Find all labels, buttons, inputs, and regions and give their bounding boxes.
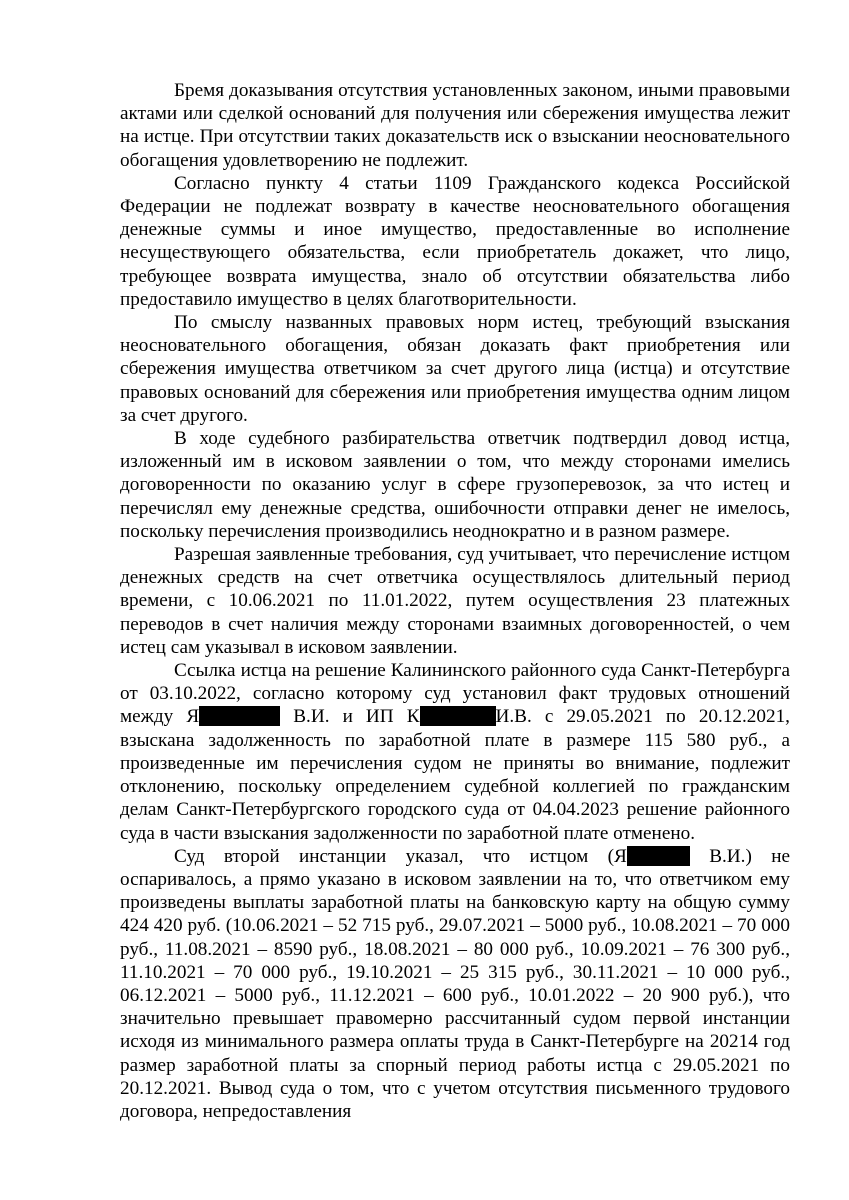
- redaction-block: [420, 706, 496, 726]
- paragraph-article-1109: Согласно пункту 4 статьи 1109 Гражданского кодекса Российской Федерации не подлежат возврату в качестве неосновательного обогащения денежные суммы и иное имущество, предоставленные во исполнение несуществующего обязательства, если приобретатель докажет, что лицо, требующее возврата имущества, знало об отсутствии обязательства либо предоставило имущество в целях благотворительности.: [120, 172, 790, 310]
- text-segment: В.И.) не оспаривалось, а прямо указано в исковом заявлении на то, что ответчиком ему произведены выплаты заработной платы на банковскую карту на общую сумму 424 420 руб. (10.06.2021 – 52 715 руб., 29.07.2021 – 5000 руб., 10.08.2021 – 70 000 руб., 11.08.2021 – 8590 руб., 18.08.2021 – 80 000 руб., 10.09.2021 – 76 300 руб., 11.10.2021 – 70 000 руб., 19.10.2021 – 25 315 руб., 30.11.2021 – 10 000 руб., 06.12.2021 – 5000 руб., 11.12.2021 – 600 руб., 10.01.2022 – 20 900 руб.), что значительно превышает правомерно рассчитанный судом первой инстанции исходя из минимального размера оплаты труда в Санкт-Петербурге на 20214 год размер заработной платы за спорный период работы истца с 29.05.2021 по 20.12.2021. Вывод суда о том, что с учетом отсутствия письменного трудового договора, непредоставления: [120, 845, 790, 1122]
- paragraph-kalininsky-court: [120, 659, 790, 845]
- paragraph-defendant-confirmed: В ходе судебного разбирательства ответчик подтвердил довод истца, изложенный им в исковом заявлении о том, что между сторонами имелись договоренности по оказанию услуг в сфере грузоперевозок, за что истец и перечислял ему денежные средства, ошибочности отправки денег не имелось, поскольку перечисления производились неоднократно и в разном размере.: [120, 428, 790, 542]
- redaction-block: [627, 846, 690, 866]
- paragraph-court-considers: Разрешая заявленные требования, суд учитывает, что перечисление истцом денежных средств на счет ответчика осуществлялось длительный период времени, с 10.06.2021 по 11.01.2022, путем осуществления 23 платежных переводов в счет наличия между сторонами взаимных договоренностей, о чем истец сам указывал в исковом заявлении.: [120, 544, 790, 658]
- paragraph-burden-of-proof: Бремя доказывания отсутствия установленных законом, иными правовыми актами или сделкой оснований для получения или сбережения имущества лежит на истце. При отсутствии таких доказательств иск о взыскании неосновательного обогащения удовлетворению не подлежит.: [120, 80, 790, 171]
- text-segment: Ссылка истца на решение Калининского районного суда Санкт-Петербурга от 03.10.2022, согласно которому суд установил факт трудовых отношений между Я: [120, 660, 790, 728]
- paragraph-second-instance: [120, 845, 790, 1123]
- text-segment: Суд второй инстанции указал, что истцом (Я: [174, 845, 627, 867]
- text-segment: И.В. с 29.05.2021 по 20.12.2021, взыскана задолженность по заработной плате в размере 115 580 руб., а произведенные им перечисления судом не приняты во внимание, подлежит отклонению, поскольку определением судебной коллегией по гражданским делам Санкт-Петербургского городского суда от 04.04.2023 решение районного суда в части взыскания задолженности по заработной плате отменено.: [120, 706, 790, 844]
- paragraph-legal-meaning: По смыслу названных правовых норм истец, требующий взыскания неосновательного обогащения, обязан доказать факт приобретения или сбережения имущества ответчиком за счет другого лица (истца) и отсутствие правовых оснований для сбережения или приобретения имущества одним лицом за счет другого.: [120, 312, 790, 426]
- redaction-block: [199, 706, 280, 726]
- document-page: [120, 79, 790, 1123]
- text-segment: В.И. и ИП К: [280, 706, 420, 728]
